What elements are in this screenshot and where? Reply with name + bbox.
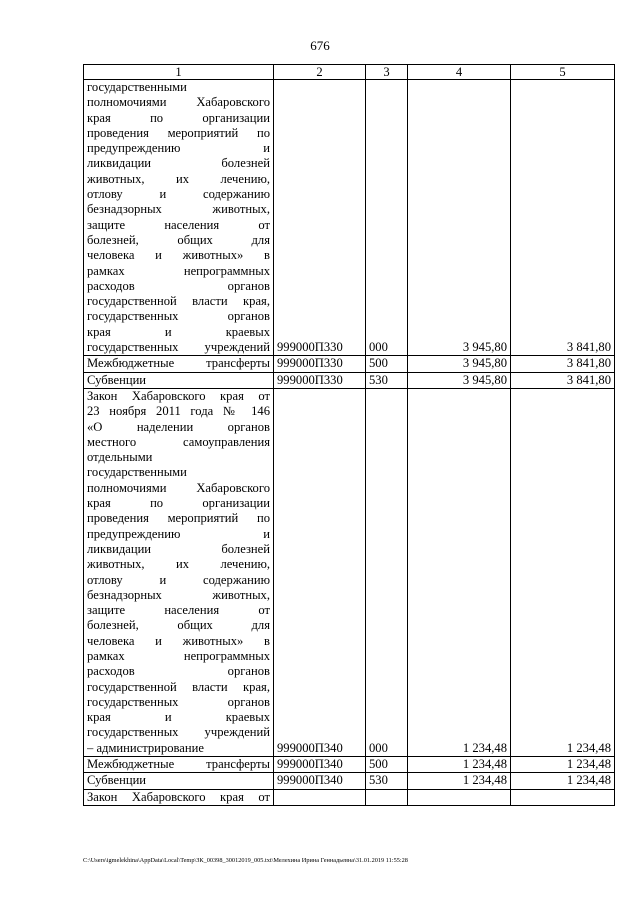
description-line: человека и животных» в	[87, 248, 270, 263]
description-line: расходов органов	[87, 664, 270, 679]
description-line: расходов органов	[87, 278, 270, 293]
row-description	[84, 388, 274, 756]
header-col-3: 3	[366, 65, 408, 80]
row-value-col5: 3 841,80	[511, 80, 615, 356]
table-row	[84, 356, 615, 372]
description-line: местного самоуправления	[87, 434, 270, 449]
row-value-col4: 3 945,80	[408, 356, 511, 372]
row-value-col5	[511, 789, 615, 805]
description-line: полномочиями Хабаровского	[87, 95, 270, 110]
row-value-col5: 1 234,48	[511, 773, 615, 789]
description-line: края и краевых	[87, 324, 270, 339]
row-value-col4: 3 945,80	[408, 372, 511, 388]
description-line: Субвенции	[87, 773, 147, 788]
row-description	[84, 789, 274, 805]
description-line: безнадзорных животных,	[87, 202, 270, 217]
budget-table	[83, 64, 615, 806]
description-line: защите населения от	[87, 603, 270, 618]
row-expense-type: 530	[366, 773, 408, 789]
description-line: защите населения от	[87, 217, 270, 232]
row-expense-type: 500	[366, 757, 408, 773]
description-line: человека и животных» в	[87, 633, 270, 648]
description-line: полномочиями Хабаровского	[87, 480, 270, 495]
description-line: отлову и содержанию	[87, 187, 270, 202]
file-path-footer: C:\Users\igmelekhina\AppData\Local\Temp\ЗК_00398_30012019_005.txt\Мелехина Ирина Геннадьевна\31.01.2019 11:55:28	[83, 857, 408, 864]
row-value-col5: 1 234,48	[511, 757, 615, 773]
row-value-col4: 1 234,48	[408, 773, 511, 789]
description-line: ликвидации болезней	[87, 156, 270, 171]
row-value-col5: 3 841,80	[511, 372, 615, 388]
table-row	[84, 757, 615, 773]
description-line: Закон Хабаровского края от	[87, 789, 270, 804]
row-code: 999000П340	[274, 388, 366, 756]
description-line: Межбюджетные трансферты	[87, 757, 270, 772]
description-line: проведения мероприятий по	[87, 511, 270, 526]
header-col-5: 5	[511, 65, 615, 80]
table-row	[84, 388, 615, 756]
row-code: 999000П340	[274, 757, 366, 773]
description-line: предупреждению и	[87, 526, 270, 541]
description-line: предупреждению и	[87, 141, 270, 156]
row-description	[84, 372, 274, 388]
description-line: болезней, общих для	[87, 232, 270, 247]
table-row	[84, 80, 615, 356]
description-line: ликвидации болезней	[87, 541, 270, 556]
description-line: Межбюджетные трансферты	[87, 356, 270, 371]
row-code: 999000П330	[274, 356, 366, 372]
description-line: края по организации	[87, 496, 270, 511]
description-line: безнадзорных животных,	[87, 587, 270, 602]
description-line: государственными	[87, 465, 187, 480]
description-line: государственных учреждений	[87, 725, 270, 740]
description-line: 23 ноября 2011 года № 146	[87, 404, 270, 419]
row-description	[84, 356, 274, 372]
header-row	[84, 65, 615, 80]
row-code: 999000П340	[274, 773, 366, 789]
description-line: рамках непрограммных	[87, 648, 270, 663]
row-description	[84, 80, 274, 356]
description-line: животных, их лечению,	[87, 171, 270, 186]
description-line: отдельными	[87, 450, 153, 465]
description-line: рамках непрограммных	[87, 263, 270, 278]
row-expense-type: 530	[366, 372, 408, 388]
description-line: проведения мероприятий по	[87, 125, 270, 140]
row-code: 999000П330	[274, 372, 366, 388]
row-value-col5: 1 234,48	[511, 388, 615, 756]
row-expense-type	[366, 789, 408, 805]
row-code: 999000П330	[274, 80, 366, 356]
description-line: государственной власти края,	[87, 679, 270, 694]
description-line: края и краевых	[87, 710, 270, 725]
row-value-col4: 1 234,48	[408, 757, 511, 773]
description-line: Закон Хабаровского края от	[87, 388, 270, 403]
description-line: болезней, общих для	[87, 618, 270, 633]
row-value-col5: 3 841,80	[511, 356, 615, 372]
description-line: – администрирование	[87, 740, 204, 755]
row-description	[84, 757, 274, 773]
row-value-col4	[408, 789, 511, 805]
table-row	[84, 773, 615, 789]
description-line: государственных учреждений	[87, 340, 270, 355]
page-number: 676	[310, 38, 330, 53]
row-value-col4: 3 945,80	[408, 80, 511, 356]
header-col-2: 2	[274, 65, 366, 80]
description-line: государственных органов	[87, 694, 270, 709]
row-expense-type: 000	[366, 388, 408, 756]
table-row	[84, 372, 615, 388]
description-line: государственными	[87, 80, 187, 94]
description-line: Субвенции	[87, 372, 147, 387]
header-col-1: 1	[84, 65, 274, 80]
description-line: края по организации	[87, 110, 270, 125]
description-line: отлову и содержанию	[87, 572, 270, 587]
row-value-col4: 1 234,48	[408, 388, 511, 756]
header-col-4: 4	[408, 65, 511, 80]
description-line: государственных органов	[87, 309, 270, 324]
description-line: животных, их лечению,	[87, 557, 270, 572]
row-expense-type: 500	[366, 356, 408, 372]
description-line: государственной власти края,	[87, 294, 270, 309]
table-row	[84, 789, 615, 805]
row-description	[84, 773, 274, 789]
row-code	[274, 789, 366, 805]
row-expense-type: 000	[366, 80, 408, 356]
description-line: «О наделении органов	[87, 419, 270, 434]
